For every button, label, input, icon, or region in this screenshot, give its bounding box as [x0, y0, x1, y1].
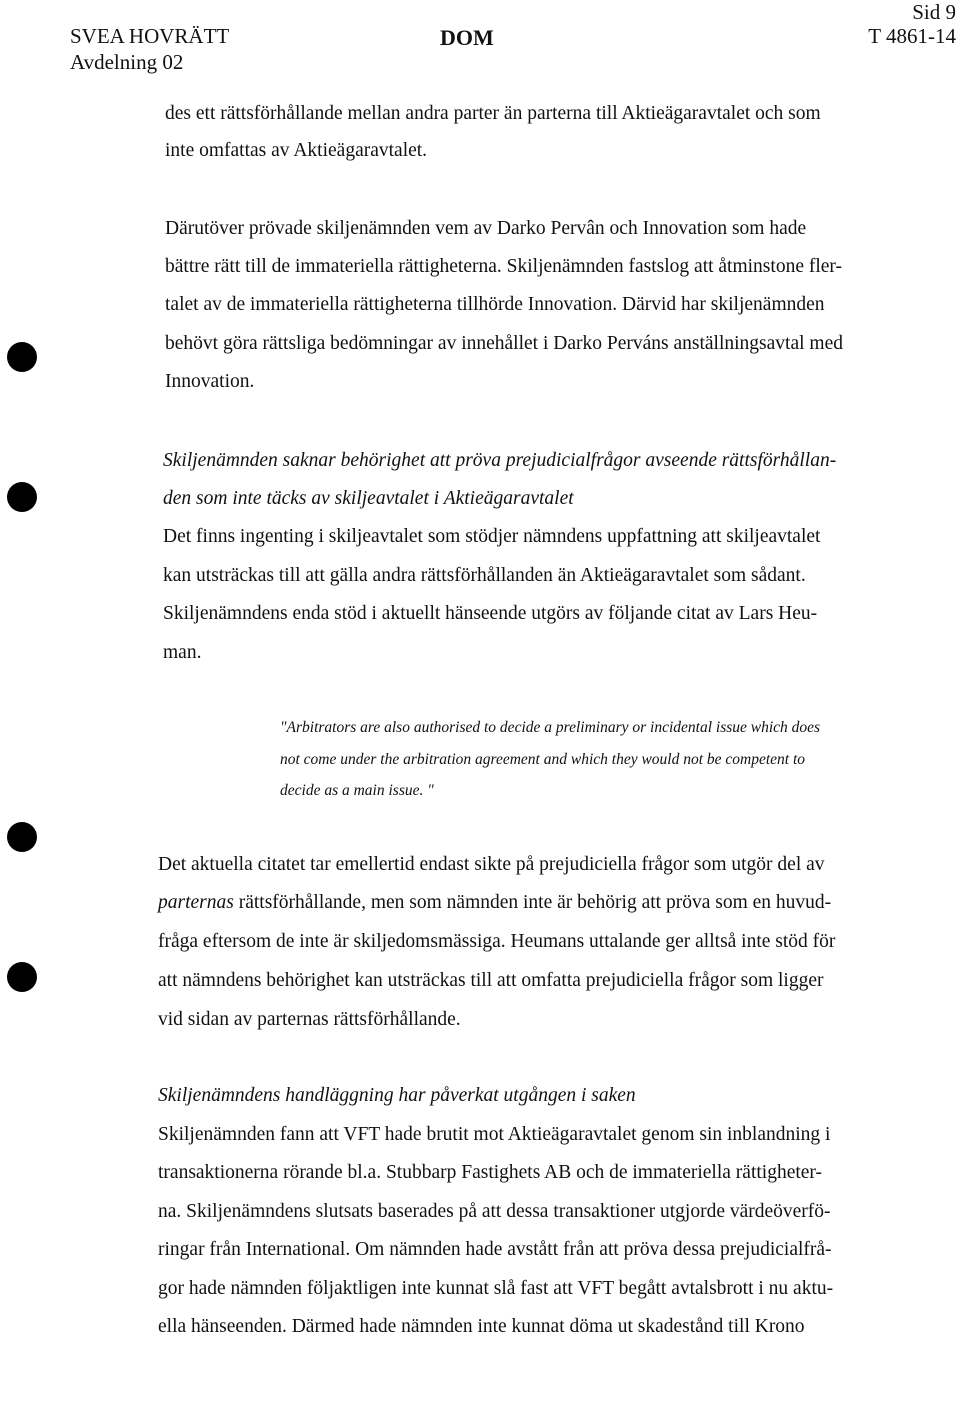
emphasis-parternas: parternas	[158, 892, 234, 913]
paragraph-line: talet av de immateriella rättigheterna tillhörde Innovation. Därvid har skiljenämnden	[165, 294, 825, 315]
paragraph-line: man.	[163, 642, 202, 663]
quote-line: decide as a main issue. "	[280, 782, 434, 799]
quote-line: not come under the arbitration agreement and which they would not be competent to	[280, 751, 806, 768]
paragraph-line: Skiljenämnden fann att VFT hade brutit mot Aktieägaravtalet genom sin inblandning i	[158, 1124, 831, 1145]
court-name: SVEA HOVRÄTT	[70, 24, 230, 48]
paragraph-line: bättre rätt till de immateriella rättigheterna. Skiljenämnden fastslog att åtminstone fler-	[165, 256, 843, 277]
paragraph-line: Därutöver prövade skiljenämnden vem av Darko Pervân och Innovation som hade	[165, 218, 807, 239]
page-number: Sid 9	[912, 0, 956, 24]
paragraph-line: des ett rättsförhållande mellan andra parter än parterna till Aktieägaravtalet och som	[165, 103, 821, 124]
paragraph-line: Det aktuella citatet tar emellertid endast sikte på prejudiciella frågor som utgör del av	[158, 854, 825, 875]
case-number: T 4861-14	[868, 24, 956, 48]
paragraph-line: att nämndens behörighet kan utsträckas till att omfatta prejudiciella frågor som ligger	[158, 970, 824, 991]
paragraph-line: Det finns ingenting i skiljeavtalet som stödjer nämndens uppfattning att skiljeavtalet	[163, 526, 821, 547]
paragraph-line: behövt göra rättsliga bedömningar av innehållet i Darko Perváns anställningsavtal med	[165, 333, 843, 354]
paragraph-line	[158, 890, 831, 916]
punch-hole-2	[7, 482, 37, 512]
paragraph-line: ella hänseenden. Därmed hade nämnden inte kunnat döma ut skadestånd till Krono	[158, 1316, 805, 1337]
punch-hole-4	[7, 962, 37, 992]
quote-line: "Arbitrators are also authorised to decide a preliminary or incidental issue which does	[280, 719, 821, 736]
paragraph-line: gor hade nämnden följaktligen inte kunnat slå fast att VFT begått avtalsbrott i nu aktu-	[158, 1278, 834, 1299]
section-heading: Skiljenämndens handläggning har påverkat utgången i saken	[158, 1085, 636, 1106]
paragraph-line: Innovation.	[165, 371, 255, 392]
paragraph-line: ringar från International. Om nämnden hade avstått från att pröva dessa prejudicialfrå-	[158, 1239, 832, 1260]
paragraph-line: vid sidan av parternas rättsförhållande.	[158, 1009, 461, 1030]
section-heading: den som inte täcks av skiljeavtalet i Aktieägaravtalet	[163, 488, 574, 509]
paragraph-line: transaktionerna rörande bl.a. Stubbarp Fastighets AB och de immateriella rättigheter-	[158, 1162, 823, 1183]
division: Avdelning 02	[70, 50, 184, 74]
document-type: DOM	[440, 25, 494, 50]
paragraph-line: Skiljenämndens enda stöd i aktuellt hänseende utgörs av följande citat av Lars Heu-	[163, 603, 818, 624]
punch-hole-3	[7, 822, 37, 852]
paragraph-line: inte omfattas av Aktieägaravtalet.	[165, 140, 428, 161]
paragraph-line: kan utsträckas till att gälla andra rättsförhållanden än Aktieägaravtalet som sådant.	[163, 565, 806, 586]
paragraph-line: na. Skiljenämndens slutsats baserades på att dessa transaktioner utgjorde värdeöverfö-	[158, 1201, 831, 1222]
paragraph-line: fråga eftersom de inte är skiljedomsmässiga. Heumans uttalande ger alltså inte stöd för	[158, 931, 836, 952]
section-heading: Skiljenämnden saknar behörighet att pröva prejudicialfrågor avseende rättsförhållan-	[163, 450, 837, 471]
punch-hole-1	[7, 342, 37, 372]
paragraph-line-rest: rättsförhållande, men som nämnden inte är behörig att pröva som en huvud-	[233, 892, 832, 913]
